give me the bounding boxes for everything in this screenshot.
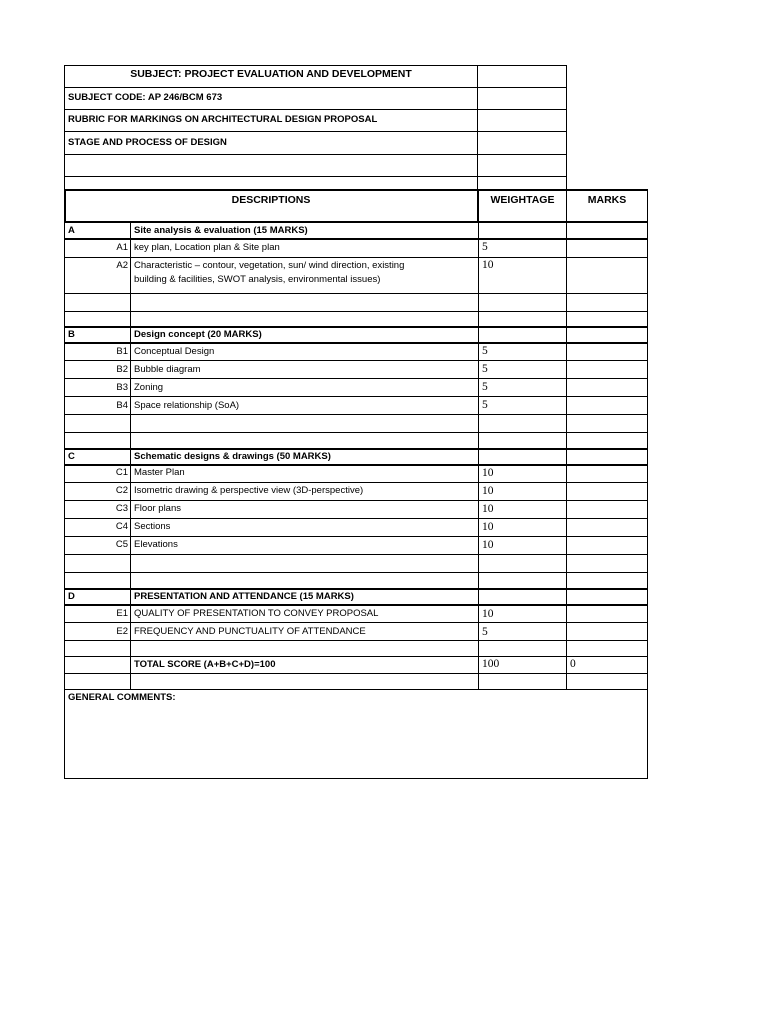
item-weight: 10 bbox=[482, 539, 494, 551]
item-code: C5 bbox=[115, 539, 128, 550]
item-code: B2 bbox=[116, 364, 128, 375]
item-weight: 10 bbox=[482, 259, 494, 271]
marks-header: MARKS bbox=[587, 194, 627, 206]
item-description: Elevations bbox=[134, 539, 178, 550]
item-code: C1 bbox=[115, 467, 128, 478]
item-weight: 5 bbox=[482, 363, 488, 375]
general-comments-label: GENERAL COMMENTS: bbox=[68, 692, 176, 703]
section-title: Schematic designs & drawings (50 MARKS) bbox=[134, 451, 331, 462]
stage-title: STAGE AND PROCESS OF DESIGN bbox=[68, 137, 227, 148]
item-weight: 10 bbox=[482, 608, 494, 620]
item-description: Space relationship (SoA) bbox=[134, 400, 240, 411]
item-code: B1 bbox=[116, 346, 128, 357]
section-letter: B bbox=[68, 329, 75, 340]
item-weight: 5 bbox=[482, 626, 488, 638]
item-code: B4 bbox=[116, 400, 128, 411]
section-title: Site analysis & evaluation (15 MARKS) bbox=[134, 225, 308, 236]
item-code: C3 bbox=[115, 503, 128, 514]
item-weight: 10 bbox=[482, 503, 494, 515]
item-description-continued: building & facilities, SWOT analysis, environmental issues) bbox=[134, 274, 381, 285]
item-weight: 10 bbox=[482, 521, 494, 533]
item-weight: 5 bbox=[482, 399, 488, 411]
item-code: C2 bbox=[115, 485, 128, 496]
item-description: Floor plans bbox=[134, 503, 181, 514]
section-title: PRESENTATION AND ATTENDANCE (15 MARKS) bbox=[134, 591, 354, 602]
item-code: A2 bbox=[116, 260, 128, 271]
total-weight: 100 bbox=[482, 658, 500, 670]
item-weight: 10 bbox=[482, 485, 494, 497]
section-letter: A bbox=[68, 225, 75, 236]
item-description: Conceptual Design bbox=[134, 346, 215, 357]
section-letter: C bbox=[68, 451, 75, 462]
section-letter: D bbox=[68, 591, 75, 602]
rubric-title: RUBRIC FOR MARKINGS ON ARCHITECTURAL DESIGN PROPOSAL bbox=[68, 114, 378, 125]
item-description: key plan, Location plan & Site plan bbox=[134, 242, 280, 253]
item-weight: 5 bbox=[482, 345, 488, 357]
item-description: Master Plan bbox=[134, 467, 185, 478]
item-description: FREQUENCY AND PUNCTUALITY OF ATTENDANCE bbox=[134, 626, 366, 637]
total-score-label: TOTAL SCORE (A+B+C+D)=100 bbox=[134, 659, 276, 670]
item-weight: 10 bbox=[482, 467, 494, 479]
item-code: A1 bbox=[116, 242, 128, 253]
item-description: Sections bbox=[134, 521, 171, 532]
item-weight: 5 bbox=[482, 381, 488, 393]
item-weight: 5 bbox=[482, 241, 488, 253]
item-description: QUALITY OF PRESENTATION TO CONVEY PROPOSAL bbox=[134, 608, 379, 619]
item-code: E1 bbox=[116, 608, 128, 619]
descriptions-header: DESCRIPTIONS bbox=[231, 194, 311, 206]
subject-code: SUBJECT CODE: AP 246/BCM 673 bbox=[68, 92, 223, 103]
weightage-header: WEIGHTAGE bbox=[490, 194, 555, 206]
item-description: Characteristic – contour, vegetation, sun/ wind direction, existing bbox=[134, 260, 405, 271]
item-code: C4 bbox=[115, 521, 128, 532]
subject-title: SUBJECT: PROJECT EVALUATION AND DEVELOPMENT bbox=[130, 68, 412, 80]
item-description: Zoning bbox=[134, 382, 164, 393]
item-description: Bubble diagram bbox=[134, 364, 201, 375]
section-title: Design concept (20 MARKS) bbox=[134, 329, 262, 340]
item-code: B3 bbox=[116, 382, 128, 393]
total-marks: 0 bbox=[570, 658, 576, 670]
item-code: E2 bbox=[116, 626, 128, 637]
item-description: Isometric drawing & perspective view (3D-perspective) bbox=[134, 485, 364, 496]
